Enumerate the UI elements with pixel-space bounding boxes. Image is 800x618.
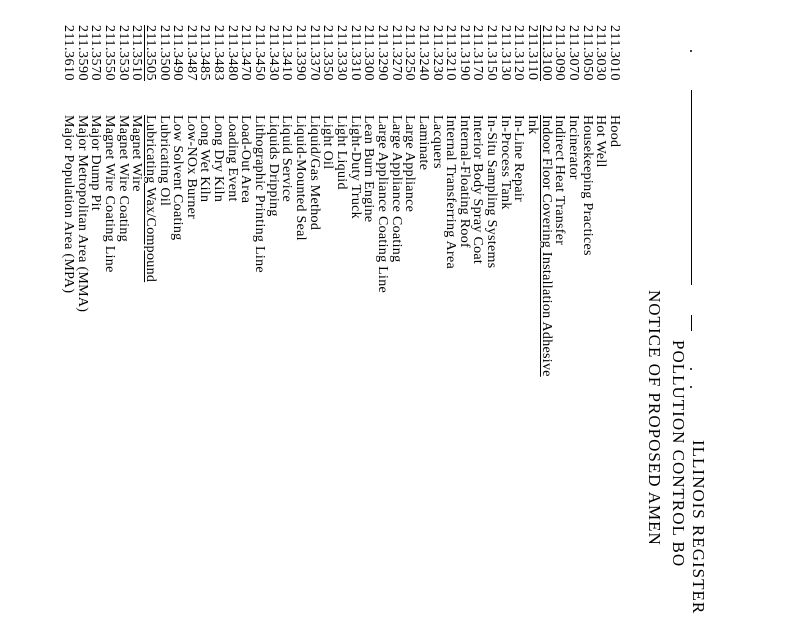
defined-term: Long Wet Kiln xyxy=(197,115,213,203)
defined-term: Liquid-Mounted Seal xyxy=(293,115,309,241)
defined-term: Major Dump Pit xyxy=(88,115,104,211)
section-number: 211.3590 xyxy=(74,25,90,81)
section-number: 211.3150 xyxy=(484,25,500,81)
defined-term: Liquid/Gas Method xyxy=(306,115,322,231)
defined-term: Magnet Wire xyxy=(129,115,145,192)
section-number: 211.3310 xyxy=(347,25,363,81)
defined-term: Magnet Wire Coating xyxy=(115,115,131,242)
section-number: 211.3485 xyxy=(197,25,213,81)
defined-term: Laminate xyxy=(415,115,431,171)
scan-mark xyxy=(690,50,692,52)
section-number: 211.3240 xyxy=(415,25,431,81)
scan-mark xyxy=(690,386,692,388)
defined-term: Low Solvent Coating xyxy=(170,115,186,241)
defined-term: Internal Transferring Area xyxy=(443,115,459,269)
defined-term: Light Liquid xyxy=(334,115,349,190)
header-rule-main xyxy=(691,90,692,285)
section-number: 211.3230 xyxy=(429,25,445,81)
defined-term: Major Metropolitan Area (MMA) xyxy=(74,115,90,313)
defined-term: Lacquers xyxy=(429,115,445,169)
board-title: POLLUTION CONTROL BO xyxy=(669,340,688,568)
section-number: 211.3430 xyxy=(265,25,281,81)
section-number: 211.3500 xyxy=(156,25,172,81)
defined-term: Ink xyxy=(525,115,541,135)
defined-term: Hood xyxy=(607,115,622,148)
defined-term: Interior Body Spray Coat xyxy=(470,115,486,265)
section-number: 211.3010 xyxy=(607,25,622,81)
defined-term: In-Process Tank xyxy=(497,115,513,210)
defined-term: Load-Out Area xyxy=(238,115,254,204)
defined-term: Long Dry Kiln xyxy=(211,115,227,203)
defined-term: Loading Event xyxy=(224,115,240,202)
section-number: 211.3120 xyxy=(511,25,527,81)
section-number: 211.3110 xyxy=(525,25,541,81)
defined-term: Light Oil xyxy=(320,115,336,170)
section-number: 211.3290 xyxy=(374,25,390,81)
section-number: 211.3487 xyxy=(183,25,199,81)
defined-term: In-Line Repair xyxy=(511,115,527,202)
section-number: 211.3610 xyxy=(61,25,76,81)
defined-term: Major Population Area (MPA) xyxy=(61,115,76,294)
section-number: 211.3390 xyxy=(293,25,309,81)
section-number: 211.3505 xyxy=(142,25,158,81)
section-number: 211.3170 xyxy=(470,25,486,81)
defined-term: Internal-Floating Roof xyxy=(456,115,472,248)
defined-term: Lubricating Oil xyxy=(156,115,172,207)
section-number: 211.3490 xyxy=(170,25,186,81)
section-number: 211.3480 xyxy=(224,25,240,81)
defined-term: Indirect Heat Transfer xyxy=(552,115,568,246)
section-number: 211.3570 xyxy=(88,25,104,81)
section-number: 211.3370 xyxy=(306,25,322,81)
section-number: 211.3530 xyxy=(115,25,131,81)
section-number: 211.3550 xyxy=(101,25,117,81)
section-number: 211.3270 xyxy=(388,25,404,81)
register-title: ILLINOIS REGISTER xyxy=(689,440,708,615)
section-number: 211.3483 xyxy=(211,25,227,81)
defined-term: Lean Burn Engine xyxy=(361,115,377,223)
section-number: 211.3100 xyxy=(538,25,554,81)
section-number: 211.3350 xyxy=(320,25,336,81)
defined-term: Low-NOx Burner xyxy=(183,115,199,220)
defined-term: Liquids Dripping xyxy=(265,115,281,217)
section-number: 211.3070 xyxy=(566,25,582,81)
defined-term: Large Appliance Coating xyxy=(388,115,404,263)
section-number: 211.3130 xyxy=(497,25,513,81)
defined-term: Light-Duty Truck xyxy=(347,115,363,219)
defined-term: Housekeeping Practices xyxy=(579,115,595,256)
defined-term: Hot Well xyxy=(593,115,609,168)
defined-term: Lubricating Wax/Compound xyxy=(142,115,158,283)
section-number: 211.3300 xyxy=(361,25,377,81)
defined-term: Indoor Floor Covering Installation Adhesive xyxy=(538,115,554,377)
defined-term: Large Appliance Coating Line xyxy=(374,115,390,294)
header-rule-short xyxy=(691,315,692,331)
section-number: 211.3050 xyxy=(579,25,595,81)
defined-term: In-Situ Sampling Systems xyxy=(484,115,500,269)
notice-title: NOTICE OF PROPOSED AMEN xyxy=(645,290,664,546)
section-number: 211.3190 xyxy=(456,25,472,81)
defined-term: Large Appliance xyxy=(402,115,418,213)
section-number: 211.3510 xyxy=(129,25,145,81)
defined-term: Lithographic Printing Line xyxy=(252,115,268,273)
section-number: 211.3410 xyxy=(279,25,295,81)
defined-term: Magnet Wire Coating Line xyxy=(101,115,117,273)
section-number: 211.3030 xyxy=(593,25,609,81)
section-number: 211.3250 xyxy=(402,25,418,81)
defined-term: Incinerator xyxy=(566,115,582,180)
scan-mark xyxy=(690,368,692,370)
defined-term: Liquid Service xyxy=(279,115,295,203)
section-number: 211.3210 xyxy=(443,25,459,81)
section-number: 211.3330 xyxy=(334,25,349,81)
section-number: 211.3090 xyxy=(552,25,568,81)
section-number: 211.3470 xyxy=(238,25,254,81)
section-number: 211.3450 xyxy=(252,25,268,81)
